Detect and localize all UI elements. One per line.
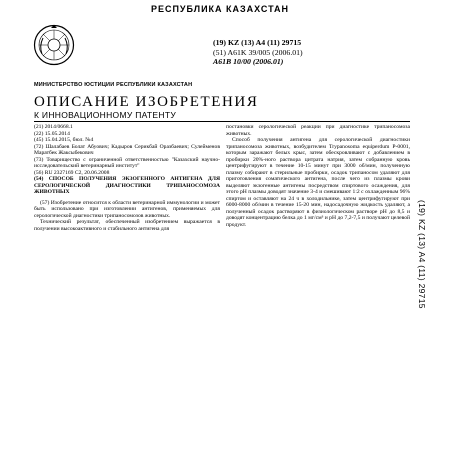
publication-number: (19) KZ (13) A4 (11) 29715 — [213, 38, 302, 47]
abstract-continuation: постановки серологической реакции при диагностике трипаносомоза животных. — [226, 124, 410, 137]
patent-owner: (73) Товарищество с ограниченной ответственностью "Казахский научно-исследовательский ветеринарный институт" — [34, 156, 220, 169]
publication-date: (45) 15.04.2015, бюл. №4 — [34, 137, 94, 143]
ministry-name: МИНИСТЕРСТВО ЮСТИЦИИ РЕСПУБЛИКИ КАЗАХСТАН — [34, 82, 193, 88]
filing-date: (22) 15.05.2014 — [34, 130, 70, 137]
inventors: (72) Шалабаев Болат Абуович; Кадыров Серикбай Оразбаевич; Сулейменов Маратбек Жаксыбекович — [34, 143, 220, 156]
right-column — [226, 124, 410, 228]
left-column — [34, 124, 220, 232]
spine-text: (19) KZ (13) A4 (11) 29715 — [417, 200, 427, 309]
document-title: ОПИСАНИЕ ИЗОБРЕТЕНИЯ — [34, 94, 259, 110]
side-publication-number — [413, 200, 433, 380]
header-divider — [34, 121, 410, 122]
abstract-paragraph: (57) Изобретение относится к области ветеринарной иммунологии и может быть использовано при изготовлении антигенов, применяемых для серологической диагностики трипаносомозов животных. — [34, 199, 220, 219]
country-header: РЕСПУБЛИКА КАЗАХСТАН — [150, 4, 290, 14]
document-subtitle: К ИННОВАЦИОННОМУ ПАТЕНТУ — [34, 110, 177, 120]
application-number: (21) 2014/0668.1 — [34, 124, 73, 130]
abstract-paragraph: Технический результат, обеспеченный изобретением выражается в получении высокоактивного и стабильного антигена для — [34, 219, 220, 232]
publication-number-block — [213, 38, 303, 67]
ipc-class-primary: (51) A61K 39/005 (2006.01) — [213, 47, 303, 57]
ipc-class-secondary: A61B 10/00 (2006.01) — [213, 57, 284, 66]
claim-text: Способ получения антигена для серологической диагностики трипаносомоза животных, возбудителем Trypanosoma equiperdum Р-0001, которым заражают белых крыс, затем обескровливают с добавлением в пробирки 20%-ного раствора цитрата натрия, затем собранную кровь центрифугируют в течение 10-15 минут при 3000 об/мин, полученную плазму собирают в стерильные пробирки, осадок трипаносом удаляют для приготовления соматического антигена, после чего из плазмы крови выделяют экзогенные антигены посредством спиртового осаждения, для этого pH плазмы доводят значение 3-4 и смешивают 1:2 с охлажденным 96% спиртом и оставляют на 24 ч в холодильнике, затем центрифугируют при 6000-8000 об/мин в течение 15-20 мин, надосадочную жидкость удаляют, а полученный осадок растворяют в физиологическом растворе pH до 8,5 и доводят концентрацию белка до 1 мг/см³ и pH до 7,2-7,5 и получают целевой продукт. — [226, 137, 410, 228]
state-emblem-icon — [33, 24, 75, 66]
invention-title: (54) СПОСОБ ПОЛУЧЕНИЯ ЭКЗОГЕННОГО АНТИГЕНА ДЛЯ СЕРОЛОГИЧЕСКОЙ ДИАГНОСТИКИ ТРИПАНОСОМОЗА ЖИВОТНЫХ — [34, 176, 220, 195]
cited-documents: (56) RU 2327169 C2, 20.06.2008 — [34, 169, 110, 176]
